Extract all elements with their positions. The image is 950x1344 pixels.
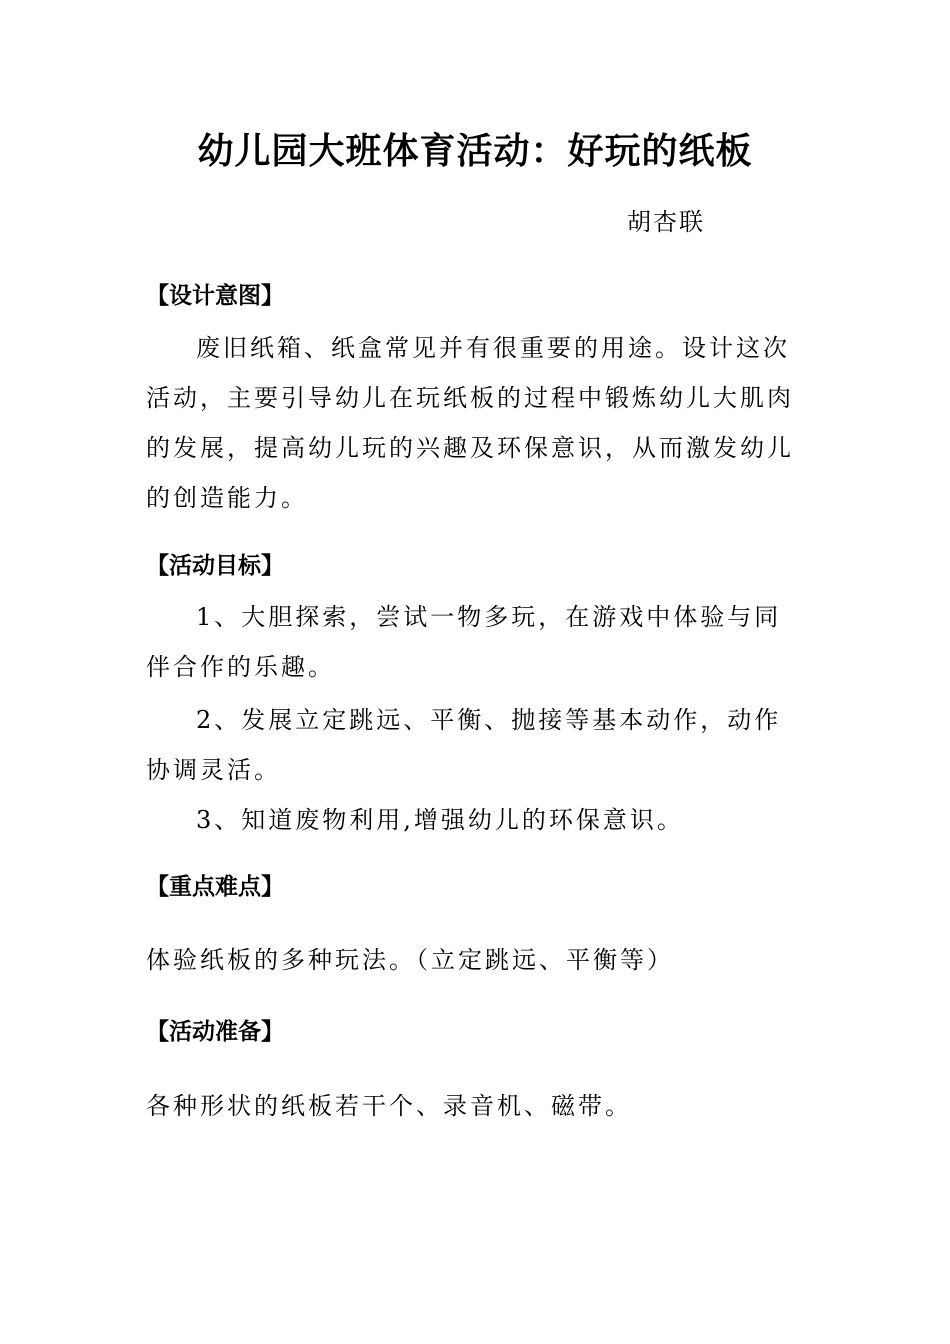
goal-item-2: 2、发展立定跳远、平衡、抛接等基本动作，动作协调灵活。 xyxy=(146,706,782,784)
document-title: 幼儿园大班体育活动：好玩的纸板 xyxy=(197,131,753,172)
author-name: 胡杏联 xyxy=(627,208,705,236)
preparation-text: 各种形状的纸板若干个、录音机、磁带。 xyxy=(146,1092,632,1120)
design-intent-paragraph: 废旧纸箱、纸盒常见并有很重要的用途。设计这次活动，主要引导幼儿在玩纸板的过程中锻炼幼儿大肌肉的发展，提高幼儿玩的兴趣及环保意识，从而激发幼儿的创造能力。 xyxy=(146,334,794,512)
section-heading-design-intent: 【设计意图】 xyxy=(146,283,284,309)
key-points-text: 体验纸板的多种玩法。（立定跳远、平衡等） xyxy=(146,946,674,974)
section-heading-key-points: 【重点难点】 xyxy=(146,874,284,900)
goal-item-3: 3、知道废物利用,增强幼儿的环保意识。 xyxy=(196,806,684,834)
section-heading-goals: 【活动目标】 xyxy=(146,553,284,579)
goal-item-1: 1、大胆探索，尝试一物多玩，在游戏中体验与同伴合作的乐趣。 xyxy=(146,603,782,681)
section-heading-preparation: 【活动准备】 xyxy=(146,1019,284,1045)
